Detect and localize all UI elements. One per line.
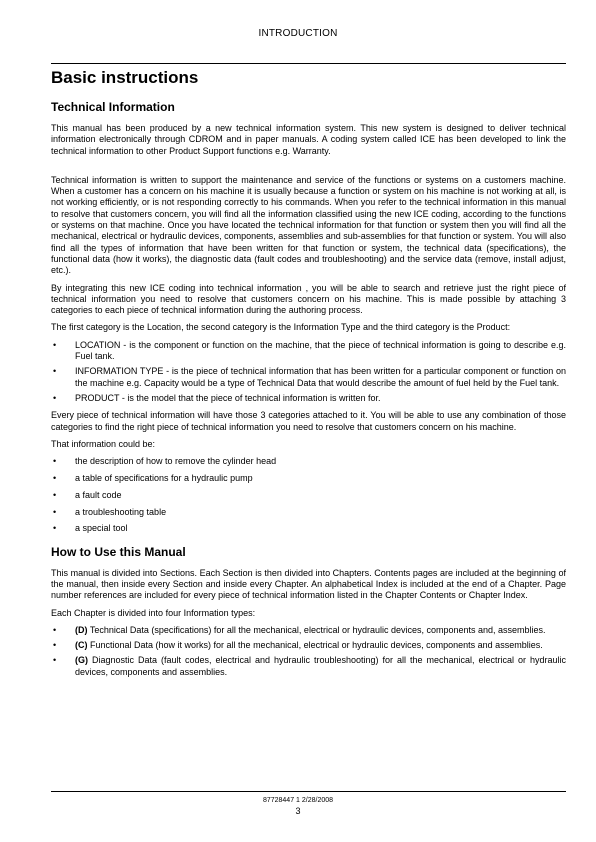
type-code: (C) [75, 640, 88, 651]
footer-rule [51, 791, 566, 792]
information-type-list [51, 625, 566, 678]
paragraph: Every piece of technical information will have those 3 categories attached to it. You will be able to use any combination of those categories to find the right piece of technical information you need to resolve that customers concern on his machine. [51, 410, 566, 432]
bullet-icon: • [53, 366, 57, 377]
type-code: (G) [75, 655, 88, 666]
example-list [51, 456, 566, 534]
paragraph: That information could be: [51, 438, 156, 449]
paragraph: Technical information is written to support the maintenance and service of the functions or systems on a customers machine. When a customer has a concern on his machine it is usually because a function or system on his machine is not working at all, is not working efficiently, or is not responding correctly to his commands. When you refer to the technical information in this manual to resolve that customers concern, you will find all the information classified using the new ICE coding, according to the functions or systems on that machine. Once you have located the technical information for that function or system then you will find all the mechanical, electrical or hydraulic devices, components, assemblies and sub-assemblies for that function or system. You will also find all the types of information that have been written for that function or system, the technical data (specifications), the functional data (how it works), the diagnostic data (fault codes and troubleshooting) and the service data (remove, install adjust, etc.). [51, 174, 566, 276]
list-item: • PRODUCT - is the model that the piece of technical information is written for. [53, 392, 381, 403]
bullet-icon: • [53, 472, 57, 483]
list-item: • a table of specifications for a hydraulic pump [53, 472, 253, 483]
bullet-icon: • [53, 640, 57, 651]
list-item: • (G) Diagnostic Data (fault codes, electrical and hydraulic troubleshooting) for all the mechanical, electrical or hydraulic devices, components and assemblies. [53, 655, 566, 677]
list-item: • (D) Technical Data (specifications) for all the mechanical, electrical or hydraulic devices, components and, assemblies. [53, 624, 546, 635]
page-footer [0, 796, 596, 816]
list-item: • INFORMATION TYPE - is the piece of technical information that has been written for a particular component or function on the machine e.g. Capacity would be a type of Technical Data that would describe the amount of fuel held by the Fuel tank. [53, 366, 566, 388]
paragraph: This manual is divided into Sections. Each Section is then divided into Chapters. Contents pages are included at the beginning of the manual, then inside every Section and inside every Chapter. An alphabetical Index is included at the end of a Chapter. Page number references are included for every piece of technical information listed in the Chapter Contents or Chapter Index. [51, 567, 566, 601]
paragraph: The first category is the Location, the second category is the Information Type and the third category is the Product: [51, 322, 511, 333]
list-item: • a troubleshooting table [53, 506, 167, 517]
bullet-icon: • [53, 655, 57, 666]
paragraph: By integrating this new ICE coding into technical information , you will be able to search and retrieve just the right piece of technical information you need to resolve that customers concern on his machine. This is made possible by attaching 3 categories to each piece of technical information during the authoring process. [51, 282, 566, 316]
section-title-technical-information: Technical Information [51, 100, 175, 114]
bullet-icon: • [53, 523, 57, 534]
page-number: 3 [295, 806, 301, 816]
paragraph: This manual has been produced by a new technical information system. This new system is designed to deliver technical information electronically through CDROM and in paper manuals. A coding system called ICE has been developed to link the technical information to other Product Support functions e.g. Warranty. [51, 123, 566, 156]
paragraph: Each Chapter is divided into four Information types: [51, 607, 256, 618]
bullet-icon: • [53, 489, 57, 500]
bullet-icon: • [53, 339, 57, 350]
list-item: • the description of how to remove the cylinder head [53, 456, 277, 467]
list-item: • a special tool [53, 523, 128, 534]
type-code: (D) [75, 624, 88, 635]
section-title-how-to-use: How to Use this Manual [51, 544, 186, 559]
running-header: INTRODUCTION [258, 28, 338, 39]
document-id: 87728447 1 2/28/2008 [262, 797, 334, 804]
bullet-icon: • [53, 624, 57, 635]
category-list [51, 340, 566, 404]
header-rule [51, 63, 566, 64]
bullet-icon: • [53, 506, 57, 517]
list-item: • (C) Functional Data (how it works) for all the mechanical, electrical or hydraulic devices, components and assemblies. [53, 640, 543, 651]
bullet-icon: • [53, 392, 57, 403]
page-title: Basic instructions [51, 68, 199, 87]
list-item: • LOCATION - is the component or function on the machine, that the piece of technical information is going to describe e.g. Fuel tank. [53, 339, 566, 362]
page-content [51, 68, 566, 684]
bullet-icon: • [53, 456, 57, 467]
list-item: • a fault code [53, 489, 122, 500]
